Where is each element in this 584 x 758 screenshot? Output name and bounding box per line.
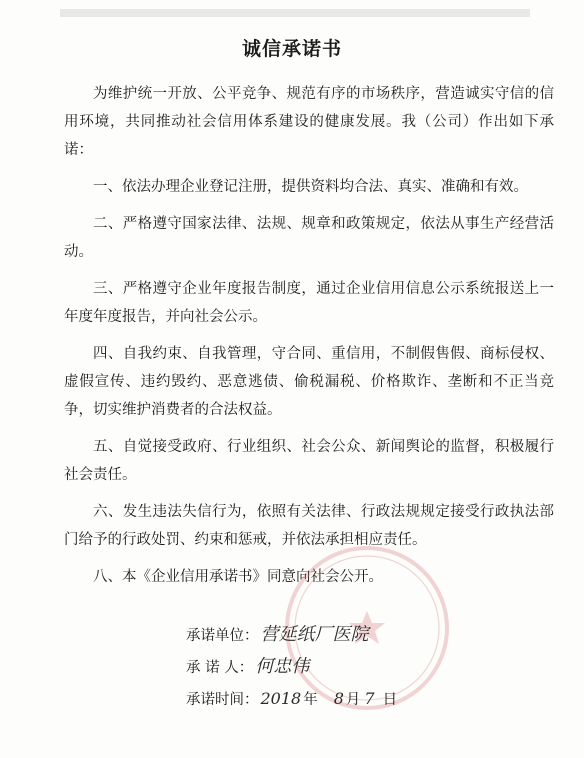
person-label: 承 诺 人： xyxy=(186,660,254,676)
promise-6: 六、发生违法失信行为，依照有关法律、行政法规规定接受行政执法部门给予的行政处罚、约束和惩戒，并依法承担相应责任。 xyxy=(64,504,554,548)
unit-label: 承诺单位： xyxy=(186,628,259,644)
bleed-through-text xyxy=(60,6,530,20)
unit-handwriting: 营延纸厂医院 xyxy=(260,624,369,645)
promise-3: 三、严格遵守企业年度报告制度，通过企业信用信息公示系统报送上一年度年度报告，并向社会公示。 xyxy=(64,281,554,325)
promise-8: 八、本《企业信用承诺书》同意向社会公开。 xyxy=(93,569,383,585)
day-unit: 日 xyxy=(382,692,398,708)
month-unit: 月 xyxy=(345,692,361,708)
promise-1: 一、依法办理企业登记注册，提供资料均合法、真实、准确和有效。 xyxy=(93,179,528,195)
day-handwriting: 7 xyxy=(364,689,375,708)
year-unit: 年 xyxy=(303,692,318,708)
promise-4: 四、自我约束、自我管理，守合同、重信用，不制假售假、商标侵权、虚假宣传、违约毁约、恶意逃债、偷税漏税、价格欺诈、垄断和不正当竞争，切实维护消费者的合法权益。 xyxy=(64,346,554,418)
document-body xyxy=(64,80,554,591)
signature-time-row xyxy=(186,686,399,712)
intro-paragraph: 为维护统一开放、公平竞争、规范有序的市场秩序，营造诚实守信的信用环境，共同推动社会信用体系建设的健康发展。我（公司）作出如下承诺： xyxy=(64,86,554,158)
document-title: 诚信承诺书 xyxy=(241,38,342,60)
month-handwriting: 8 xyxy=(333,689,344,708)
signature-unit-row xyxy=(186,622,369,648)
year-handwriting: 2018 xyxy=(260,689,302,708)
promise-2: 二、严格遵守国家法律、法规、规章和政策规定，依法从事生产经营活动。 xyxy=(64,216,554,260)
person-signature: 何忠伟 xyxy=(255,656,310,677)
promise-5: 五、自觉接受政府、行业组织、社会公众、新闻舆论的监督，积极履行社会责任。 xyxy=(64,439,554,483)
signature-person-row xyxy=(186,654,309,680)
time-label: 承诺时间： xyxy=(186,692,259,708)
